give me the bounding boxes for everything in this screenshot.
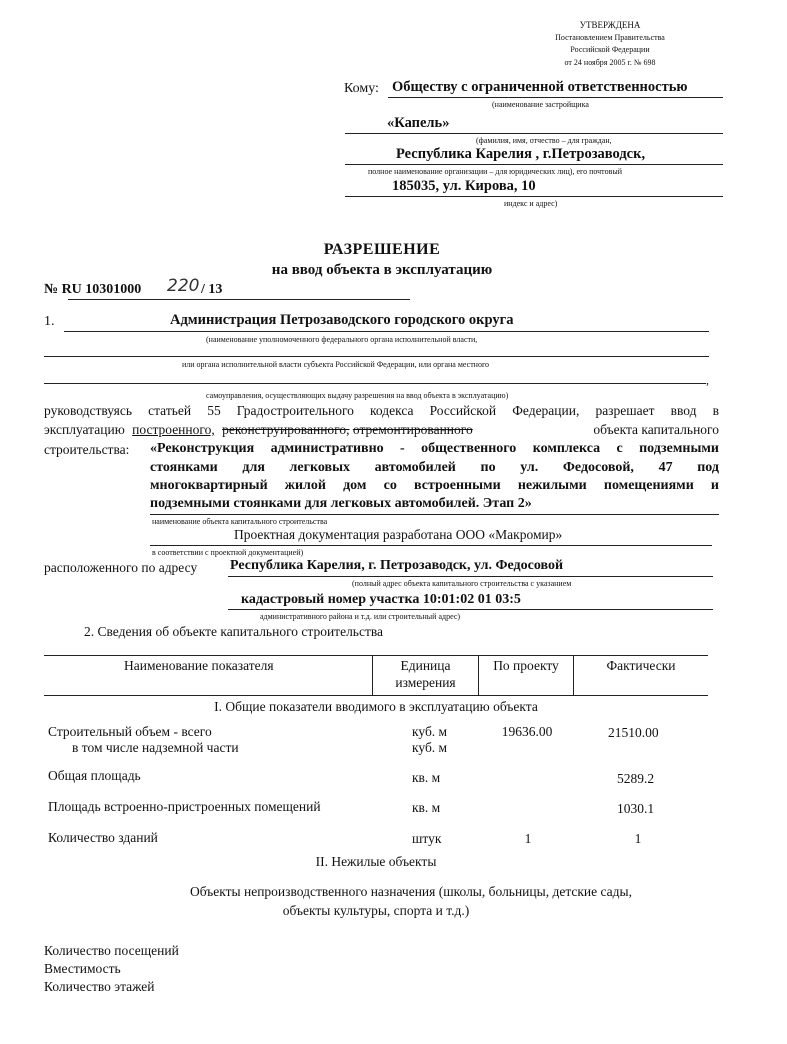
table-header-plan: По проекту <box>493 658 559 673</box>
row-visits-name: Количество посещений <box>44 943 179 958</box>
document-title: РАЗРЕШЕНИЕ <box>323 241 441 258</box>
table-section-2: II. Нежилые объекты <box>315 854 437 869</box>
authority-name: Администрация Петрозаводского городского округа <box>170 312 514 328</box>
body-line-2 <box>44 422 719 438</box>
row-above-ground-name: в том числе надземной части <box>72 740 239 755</box>
row-built-in-area-unit: кв. м <box>412 800 441 815</box>
authority-comma: , <box>706 373 709 387</box>
recipient-hint-3: полное наименование организации – для юридических лиц), его почтовый <box>368 167 623 176</box>
address-hint: (полный адрес объекта капитального строительства с указанием <box>352 579 572 588</box>
body-operation-label: эксплуатацию <box>44 422 125 437</box>
row-built-in-area-name: Площадь встроенно-пристроенных помещений <box>48 799 321 814</box>
item-1-number: 1. <box>44 314 55 329</box>
table-top-border <box>44 655 708 656</box>
row-buildings-plan: 1 <box>524 831 532 846</box>
row-built-in-area-fact: 1030.1 <box>617 801 655 816</box>
body-built: построенного, <box>132 422 215 437</box>
authority-line-2 <box>44 356 709 357</box>
recipient-hint-4: индекс и адрес) <box>504 199 558 208</box>
recipient-line-4 <box>345 196 723 197</box>
table-header-unit-2: измерения <box>395 675 456 690</box>
row-buildings-fact: 1 <box>634 831 642 846</box>
permit-number-line <box>68 299 410 300</box>
body-capital-object: объекта капитального <box>593 422 719 437</box>
authority-hint-1: (наименование уполномоченного федерального органа исполнительной власти, <box>206 335 478 344</box>
address-line <box>228 576 713 577</box>
row-total-area-unit: кв. м <box>412 770 441 785</box>
recipient-line-2 <box>345 133 723 134</box>
recipient-name: «Капель» <box>387 115 450 131</box>
row-total-area-fact: 5289.2 <box>617 771 655 786</box>
document-subtitle: на ввод объекта в эксплуатацию <box>271 262 493 278</box>
table-header-bottom <box>44 695 708 696</box>
address-label: расположенного по адресу <box>44 560 198 575</box>
recipient-region: Республика Карелия , г.Петрозаводск, <box>396 146 646 162</box>
object-name-line <box>150 514 719 515</box>
body-reconstructed: реконструированного, <box>222 422 350 437</box>
permit-number-handwritten: 220 <box>167 276 200 296</box>
object-name-line-1: «Реконструкция административно - общественного комплекса с подземными <box>150 441 719 456</box>
row-volume-name: Строительный объем - всего <box>48 724 212 739</box>
recipient-hint-1: (наименование застройщика <box>492 100 589 109</box>
table-subsection-line-2: объекты культуры, спорта и т.д.) <box>282 903 470 918</box>
object-name-hint: наименование объекта капитального строительства <box>152 517 328 526</box>
object-name-line-2: стоянками для легковых автомобилей по ул. Федосовой, 47 под <box>150 460 719 475</box>
table-header-name: Наименование показателя <box>124 658 274 673</box>
object-name-line-4: подземными стоянками для легковых автомобилей. Этап 2» <box>150 496 532 511</box>
row-volume-unit: куб. м <box>412 724 448 739</box>
table-header-fact: Фактически <box>606 658 676 673</box>
section-2-heading: 2. Сведения об объекте капитального строительства <box>84 624 384 639</box>
authority-line-3 <box>44 383 706 384</box>
object-name-line-3: многоквартирный жилой дом со встроенными нежилыми помещениями и <box>150 478 719 493</box>
approval-decree: Постановлением Правительства <box>555 33 665 42</box>
permit-number-prefix: № RU 10301000 <box>44 282 142 297</box>
body-construction-label: строительства: <box>44 442 130 457</box>
row-volume-fact: 21510.00 <box>608 725 659 740</box>
recipient-to-label: Кому: <box>344 81 379 96</box>
body-repaired: отремонтированного <box>352 422 473 437</box>
row-capacity-name: Вместимость <box>44 961 121 976</box>
row-floors-name: Количество этажей <box>44 979 155 994</box>
cadastre-line <box>228 609 713 610</box>
row-buildings-unit: штук <box>412 831 442 846</box>
project-line <box>150 545 712 546</box>
recipient-address: 185035, ул. Кирова, 10 <box>392 178 536 194</box>
object-address: Республика Карелия, г. Петрозаводск, ул. Федосовой <box>230 558 564 573</box>
approval-federation: Российской Федерации <box>570 45 650 54</box>
authority-hint-2: или органа исполнительной власти субъекта Российской Федерации, или органа местного <box>182 360 490 369</box>
table-section-1: I. Общие показатели вводимого в эксплуатацию объекта <box>214 699 538 714</box>
body-line-1: руководствуясь статьей 55 Градостроительного кодекса Российской Федерации, разрешает ввод в <box>44 403 719 418</box>
table-header-unit-1: Единица <box>400 658 451 673</box>
recipient-org-type: Обществу с ограниченной ответственностью <box>392 79 688 95</box>
row-buildings-name: Количество зданий <box>48 830 158 845</box>
approval-label: УТВЕРЖДЕНА <box>579 20 641 30</box>
permit-number-suffix: / 13 <box>201 282 223 297</box>
row-above-ground-unit: куб. м <box>412 740 448 755</box>
project-documentation: Проектная документация разработана ООО «Макромир» <box>234 527 563 542</box>
approval-date: от 24 ноября 2005 г. № 698 <box>564 58 656 67</box>
cadastre-hint: административного района и т.д. или строительный адрес) <box>260 612 461 621</box>
row-total-area-name: Общая площадь <box>48 768 141 783</box>
recipient-line-3 <box>345 164 723 165</box>
authority-line-1 <box>64 331 709 332</box>
recipient-hint-2: (фамилия, имя, отчество – для граждан, <box>476 136 612 145</box>
cadastre-number: кадастровый номер участка 10:01:02 01 03:5 <box>241 592 521 607</box>
row-volume-plan: 19636.00 <box>501 724 553 739</box>
project-hint: в соответствии с проектной документацией) <box>152 548 304 557</box>
recipient-line-1 <box>388 97 723 98</box>
authority-hint-3: самоуправления, осуществляющих выдачу разрешения на ввод объекта в эксплуатацию) <box>206 391 509 400</box>
table-subsection-line-1: Объекты непроизводственного назначения (школы, больницы, детские сады, <box>190 884 632 899</box>
